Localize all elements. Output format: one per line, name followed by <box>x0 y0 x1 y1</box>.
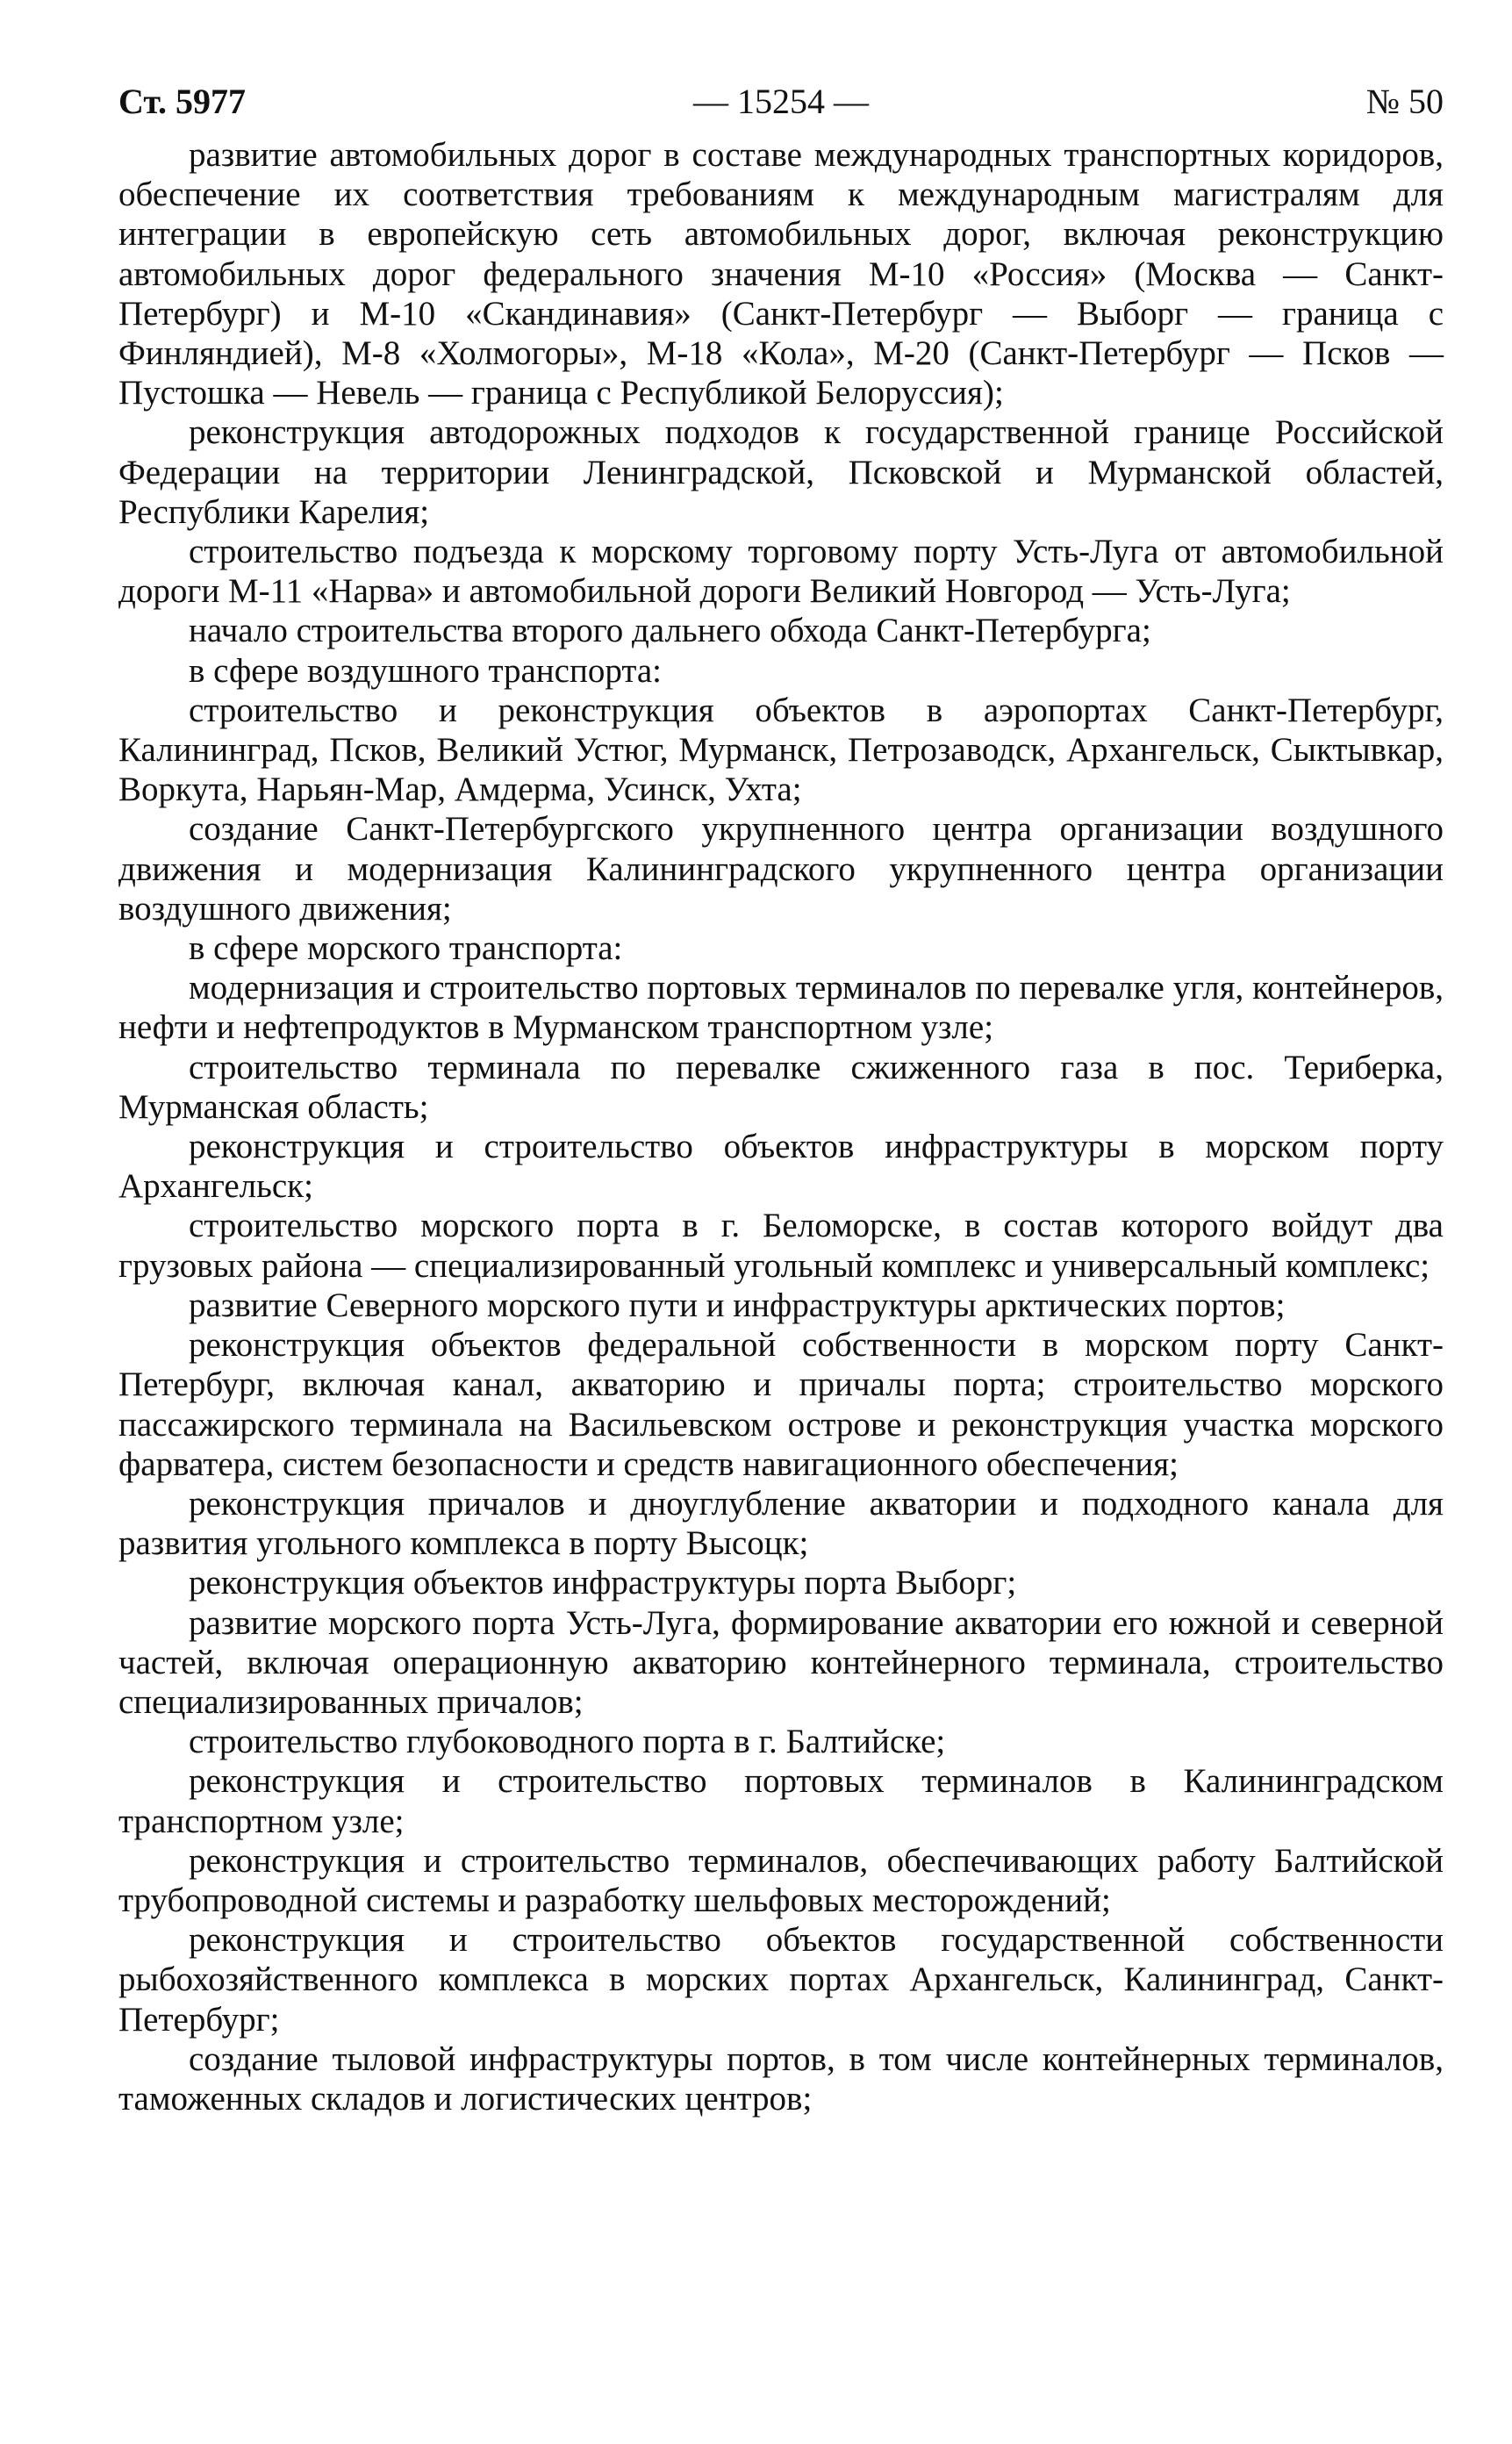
document-body <box>118 135 1444 2118</box>
issue-number: № 50 <box>1365 82 1444 121</box>
paragraph: реконструкция и строительство объектов инфраструктуры в морском порту Архангельск; <box>118 1128 1444 1206</box>
paragraph: реконструкция объектов федеральной собственности в морском порту Санкт-Петербург, включая канал, акваторию и причалы порта; строительство морского пассажирского терминала на Васильевском острове и реконструкция участка морского фарватера, систем безопасности и средств навигационного обеспечения; <box>118 1326 1444 1483</box>
paragraph: реконструкция автодорожных подходов к государственной границе Российской Федерации на территории Ленинградской, Псковской и Мурманской областей, Республики Карелия; <box>118 413 1444 531</box>
section-heading: в сфере морского транспорта: <box>189 929 623 968</box>
paragraph: создание тыловой инфраструктуры портов, в том числе контейнерных терминалов, таможенных складов и логистических центров; <box>118 2039 1444 2118</box>
paragraph: реконструкция объектов инфраструктуры порта Выборг; <box>189 1564 1017 1602</box>
paragraph: строительство подъезда к морскому торговому порту Усть-Луга от автомобильной дороги М-11 «Нарва» и автомобильной дороги Великий Новгород — Усть-Луга; <box>118 533 1444 611</box>
paragraph: реконструкция и строительство терминалов, обеспечивающих работу Балтийской трубопроводной системы и разработку шельфовых месторождений; <box>118 1841 1444 1919</box>
paragraph: строительство глубоководного порта в г. Балтийске; <box>189 1723 946 1761</box>
paragraph: модернизация и строительство портовых терминалов по перевалке угля, контейнеров, нефти и нефтепродуктов в Мурманском транспортном узле; <box>118 969 1444 1047</box>
paragraph: развитие Северного морского пути и инфраструктуры арктических портов; <box>189 1286 1286 1324</box>
article-number: Ст. 5977 <box>118 82 246 121</box>
document-page <box>118 75 1444 2118</box>
paragraph: развитие автомобильных дорог в составе международных транспортных коридоров, обеспечение их соответствия требованиям к международным магистралям для интеграции в европейскую сеть автомобильных дорог, включая реконструкцию автомобильных дорог федерального значения М-10 «Россия» (Москва — Санкт-Петербург) и М-10 «Скандинавия» (Санкт-Петербург — Выборг — граница с Финляндией), М-8 «Холмогоры», М-18 «Кола», М-20 (Санкт-Петербург — Псков — Пустошка — Невель — граница с Республикой Белоруссия); <box>118 136 1444 412</box>
page-number: — 15254 — <box>693 82 869 121</box>
paragraph: создание Санкт-Петербургского укрупненного центра организации воздушного движения и модернизация Калининградского укрупненного центра организации воздушного движения; <box>118 810 1444 928</box>
paragraph: строительство и реконструкция объектов в аэропортах Санкт-Петербург, Калининград, Псков, Великий Устюг, Мурманск, Петрозаводск, Архангельск, Сыктывкар, Воркута, Нарьян-Мар, Амдерма, Усинск, Ухта; <box>118 691 1444 809</box>
page-header <box>118 75 1444 128</box>
paragraph: реконструкция и строительство объектов государственной собственности рыбохозяйственного комплекса в морских портах Архангельск, Калининград, Санкт-Петербург; <box>118 1921 1444 2039</box>
paragraph: строительство терминала по перевалке сжиженного газа в пос. Териберка, Мурманская область; <box>118 1048 1444 1126</box>
paragraph: реконструкция причалов и дноуглубление акватории и подходного канала для развития угольного комплекса в порту Высоцк; <box>118 1484 1444 1563</box>
paragraph: начало строительства второго дальнего обхода Санкт-Петербурга; <box>189 612 1151 650</box>
paragraph: строительство морского порта в г. Беломорске, в состав которого войдут два грузовых района — специализированный угольный комплекс и универсальный комплекс; <box>118 1207 1444 1285</box>
section-heading: в сфере воздушного транспорта: <box>189 651 662 690</box>
paragraph: реконструкция и строительство портовых терминалов в Калининградском транспортном узле; <box>118 1762 1444 1840</box>
paragraph: развитие морского порта Усть-Луга, формирование акватории его южной и северной частей, включая операционную акваторию контейнерного терминала, строительство специализированных причалов; <box>118 1603 1444 1721</box>
